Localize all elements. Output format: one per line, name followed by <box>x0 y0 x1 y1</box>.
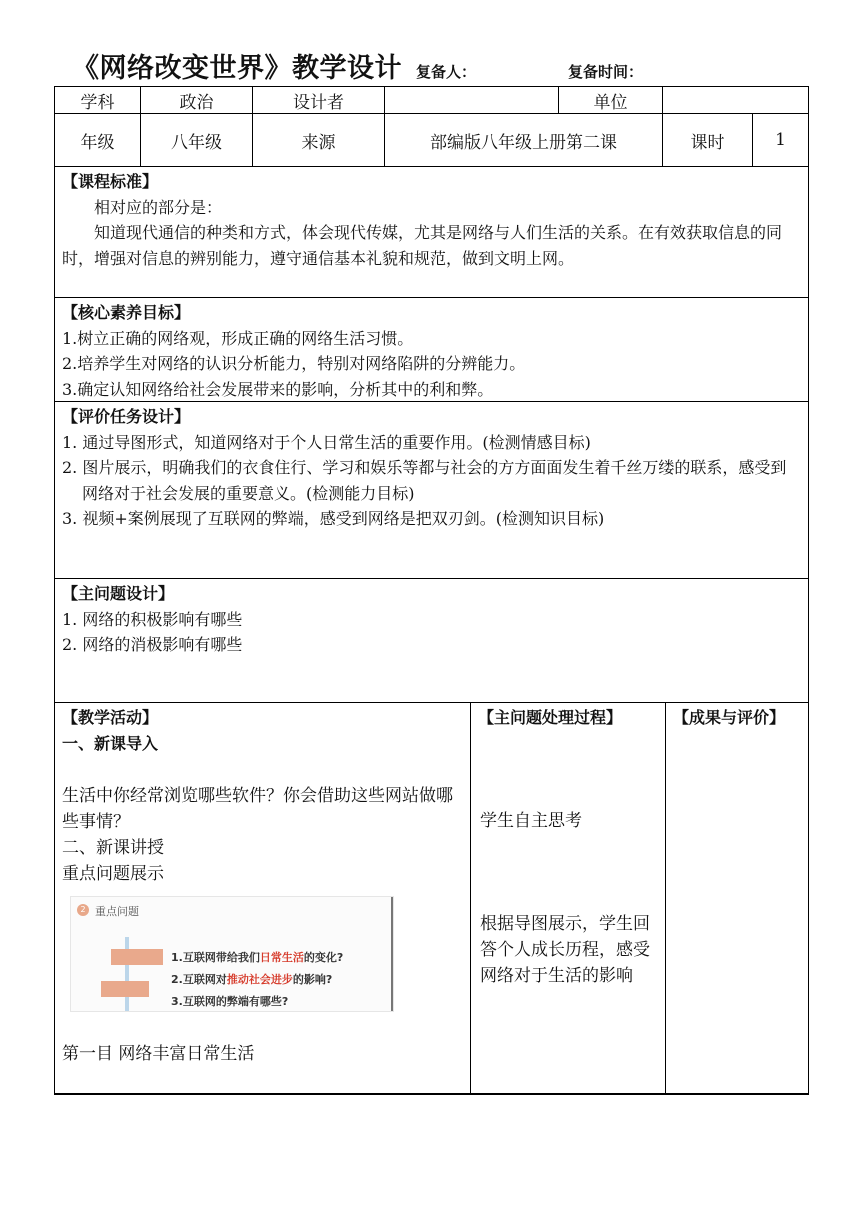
eval-item: 3. 视频+案例展现了互联网的弊端，感受到网络是把双刃剑。(检测知识目标) <box>62 509 605 528</box>
core-item: 3.确定认知网络给社会发展带来的影响，分析其中的利和弊。 <box>62 379 494 399</box>
unit-value <box>663 87 808 113</box>
q2-part: 的影响? <box>292 973 333 986</box>
designer-label: 设计者 <box>293 92 344 113</box>
activity-section1: 第一目 网络丰富日常生活 <box>62 1044 255 1064</box>
main-q-item: 2. 网络的消极影响有哪些 <box>62 635 243 654</box>
rule <box>54 166 809 167</box>
key-questions-slide-image <box>70 896 394 1012</box>
border-left <box>54 86 55 1094</box>
grade-value: 八年级 <box>171 132 222 153</box>
slide-edge <box>391 897 393 1011</box>
eval-heading: 【评价任务设计】 <box>62 407 191 426</box>
activity-question: 生活中你经常浏览哪些软件？你会借助这些网站做哪些事情？ <box>62 786 453 832</box>
slide-title: 重点问题 <box>95 905 139 918</box>
reviewer-label: 复备人： <box>416 63 477 81</box>
main-q-heading: 【主问题设计】 <box>62 584 175 603</box>
course-standard <box>62 169 802 271</box>
period-label: 课时 <box>690 132 725 153</box>
slide-question-1 <box>171 949 343 965</box>
subject-label: 学科 <box>80 92 115 113</box>
period-value: 1 <box>775 130 786 150</box>
standard-text: 知道现代通信的种类和方式，体会现代传媒，尤其是网络与人们生活的关系。在有效获取信息的同时，增强对信息的辨别能力，遵守通信基本礼貌和规范，做到文明上网。 <box>62 223 783 268</box>
main-q-item: 1. 网络的积极影响有哪些 <box>62 609 243 629</box>
unit-label: 单位 <box>593 92 628 113</box>
core-item: 2.培养学生对网络的认识分析能力，特别对网络陷阱的分辨能力。 <box>62 354 526 373</box>
eval-item: 1. 通过导图形式，知道网络对于个人日常生活的重要作用。(检测情感目标) <box>62 432 591 452</box>
slide-bar <box>101 981 149 997</box>
result-heading <box>673 705 809 731</box>
eval-item: 2. 图片展示，明确我们的衣食住行、学习和娱乐等都与社会的方方面面发生着千丝万缕的联系，感受到网络对于社会发展的重要意义。(检测能力目标) <box>62 458 787 503</box>
process-step-1: 学生自主思考 <box>480 811 582 831</box>
rule <box>665 702 666 1094</box>
slide-question-3: 3.互联网的弊端有哪些? <box>171 995 289 1008</box>
rule <box>54 702 809 703</box>
title-line <box>72 46 644 84</box>
slide-badge: 2 <box>77 904 89 916</box>
activity-part1: 一、新课导入 <box>62 734 159 753</box>
subject-value: 政治 <box>179 92 214 113</box>
core-heading: 【核心素养目标】 <box>62 303 191 322</box>
core-item: 1.树立正确的网络观，形成正确的网络生活习惯。 <box>62 328 414 348</box>
main-questions <box>62 581 802 658</box>
process-heading <box>478 705 662 731</box>
slide-bar <box>111 949 163 965</box>
standard-line: 相对应的部分是： <box>94 197 223 217</box>
slide-question-2 <box>171 971 332 987</box>
border-right <box>808 86 809 1094</box>
rule <box>54 578 809 579</box>
core-literacy <box>62 300 802 402</box>
grade-label: 年级 <box>80 132 115 153</box>
activity-part2: 二、新课讲授 <box>62 838 164 858</box>
rule <box>54 297 809 298</box>
q1-highlight: 日常生活 <box>259 951 304 964</box>
designer-value <box>385 87 558 113</box>
q2-highlight: 推动社会进步 <box>226 973 293 986</box>
teaching-activities <box>62 705 466 887</box>
review-time-label: 复备时间： <box>568 63 644 81</box>
process-heading-text: 【主问题处理过程】 <box>478 708 623 727</box>
page-title: 《网络改变世界》教学设计 <box>72 53 402 84</box>
standard-heading: 【课程标准】 <box>62 172 159 191</box>
q1-part: 的变化? <box>303 951 344 964</box>
source-label: 来源 <box>301 132 336 153</box>
evaluation-tasks <box>62 404 802 532</box>
rule <box>470 702 471 1094</box>
process-step-2: 根据导图展示，学生回答个人成长历程，感受网络对于生活的影响 <box>480 914 650 986</box>
activity-heading: 【教学活动】 <box>62 708 159 727</box>
source-value: 部编版八年级上册第二课 <box>430 132 617 153</box>
q2-part: 2.互联网对 <box>171 973 227 986</box>
q1-part: 1.互联网带给我们 <box>171 951 260 964</box>
result-heading-text: 【成果与评价】 <box>673 708 786 727</box>
rule <box>54 1093 809 1095</box>
activity-key: 重点问题展示 <box>62 864 164 884</box>
